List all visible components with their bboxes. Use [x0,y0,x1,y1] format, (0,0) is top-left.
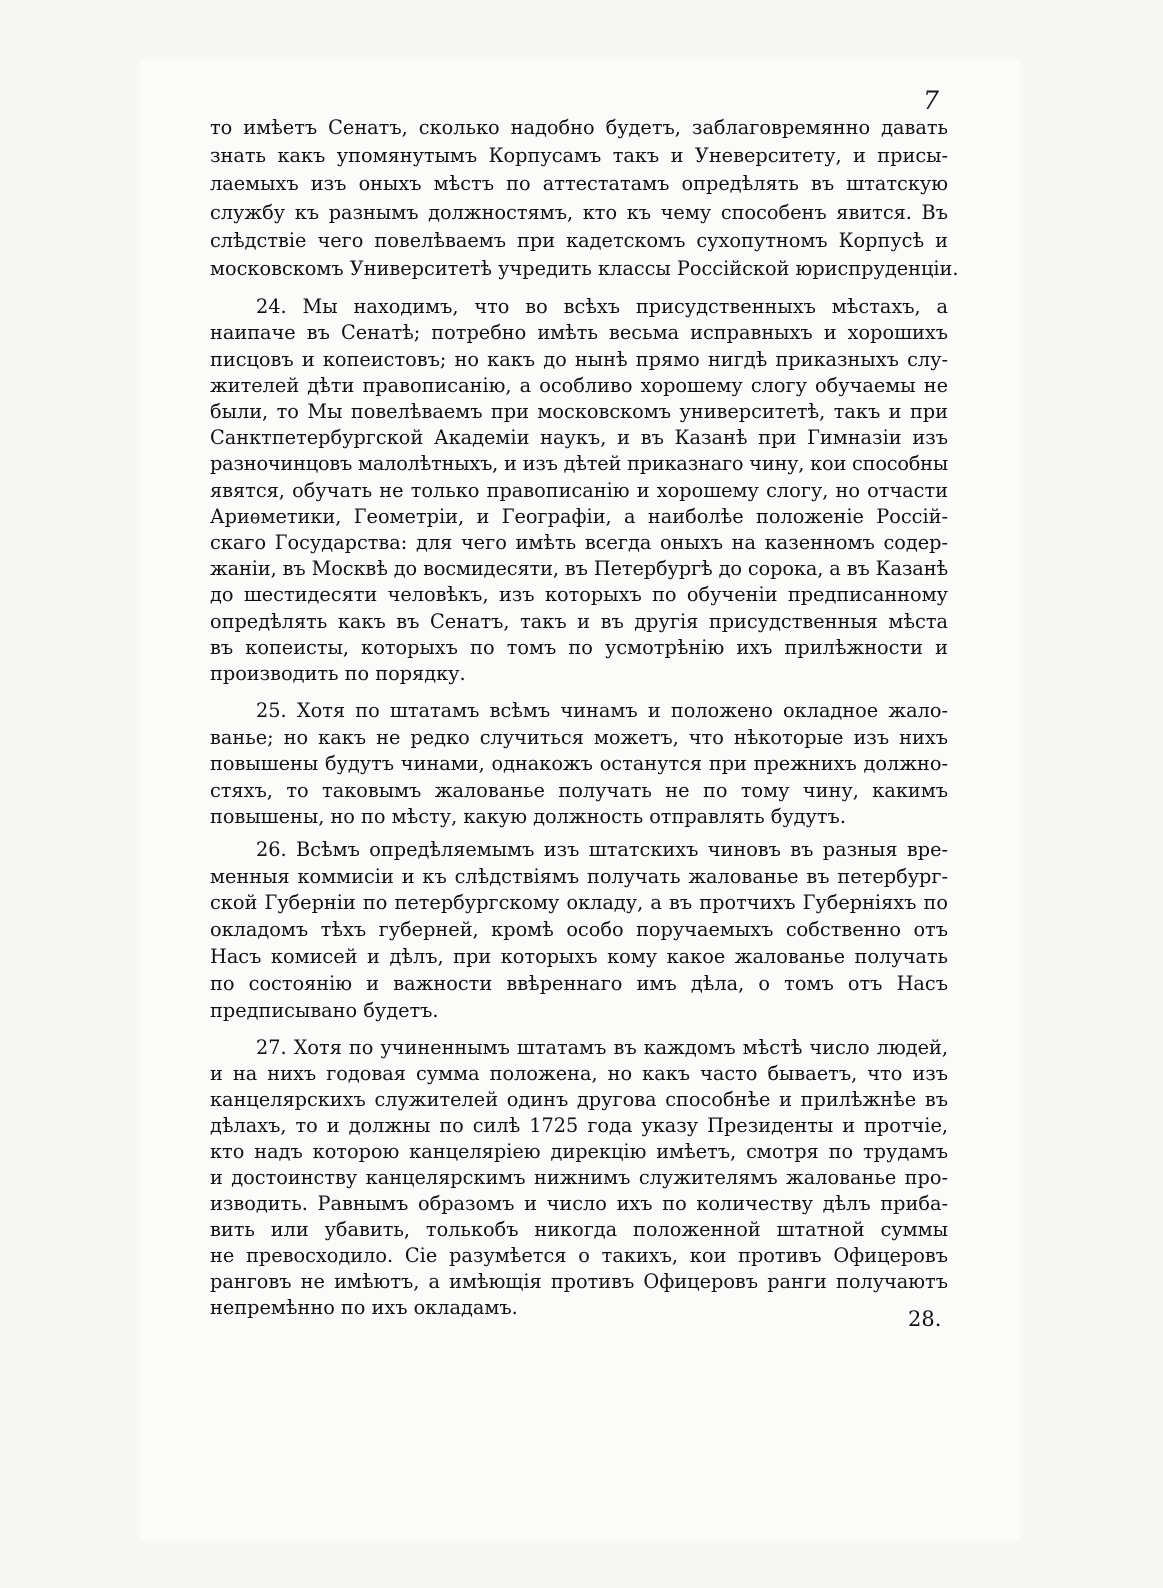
text-line: и на нихъ годовая сумма положена, но какъ часто бываетъ, что изъ [210,1062,948,1086]
text-line: ской Губерніи по петербургскому окладу, а въ протчихъ Губерніяхъ по [210,891,948,915]
text-line: писцовъ и копеистовъ; но какъ до нынѣ прямо нигдѣ приказныхъ слу- [210,347,948,371]
text-line: предписывано будетъ. [210,998,439,1022]
text-line: Ариѳметики, Геометріи, и Географіи, а наиболѣе положеніе Россій- [210,504,948,528]
text-line: окладомъ тѣхъ губерней, кромѣ особо поручаемыхъ собственно отъ [210,918,948,942]
text-line: слѣдствіе чего повелѣваемъ при кадетскомъ сухопутномъ Корпусѣ и [210,228,948,252]
text-line: Насъ комисей и дѣлъ, при которыхъ кому какое жалованье получать [210,944,948,968]
text-line: лаемыхъ изъ оныхъ мѣстъ по аттестатамъ опредѣлять въ штатскую [210,172,948,196]
text-line: 24. Мы находимъ, что во всѣхъ присудственныхъ мѣстахъ, а [256,295,948,319]
paragraph-25 [210,698,948,831]
page-number: 7 [923,86,939,115]
text-line: жителей дѣти правописанію, а особливо хорошему слогу обучаемы не [210,373,948,397]
text-line: ранговъ не имѣютъ, а имѣющія противъ Офицеровъ ранги получаютъ [210,1270,948,1294]
paragraph-27 [210,1035,948,1321]
paragraph-24 [210,294,948,687]
text-line: производить по порядку. [210,662,466,686]
text-line: по состоянію и важности ввѣреннаго имъ дѣла, о томъ отъ Насъ [210,971,948,995]
text-line: разночинцовъ малолѣтныхъ, и изъ дѣтей приказнаго чину, кои способны [210,452,948,476]
text-line: опредѣлять какъ въ Сенатъ, такъ и въ другія присудственныя мѣста [210,609,948,633]
text-line: 26. Всѣмъ опредѣляемымъ изъ штатскихъ чиновъ въ разныя вре- [256,837,948,861]
text-line: то имѣетъ Сенатъ, сколько надобно будетъ, заблаговремянно давать [210,116,948,139]
paragraph-continuation [210,114,959,283]
text-line: менныя коммисіи и къ слѣдствіямъ получать жалованье въ петербург- [210,864,948,888]
text-line: жаніи, въ Москвѣ до восмидесяти, въ Петербургѣ до сорока, а въ Казанѣ [210,557,948,581]
text-line: были, то Мы повелѣваемъ при московскомъ университетѣ, такъ и при [210,400,948,424]
text-line: ванье; но какъ не редко случиться можетъ, что нѣкоторые изъ нихъ [210,725,948,749]
text-line: изводить. Равнымъ образомъ и число ихъ по количеству дѣлъ приба- [210,1192,948,1216]
text-line: стяхъ, то таковымъ жалованье получать не по тому чину, какимъ [210,778,948,802]
text-line: Санктпетербургской Академіи наукъ, и въ Казанѣ при Гимназіи изъ [210,426,948,450]
body-text [210,114,959,1321]
text-line: московскомъ Университетѣ учредить классы Россійской юриспруденціи. [210,257,959,281]
text-line: до шестидесяти человѣкъ, изъ которыхъ по обученіи предписанному [210,583,948,607]
text-line: повышены будутъ чинами, однакожъ останутся при прежнихъ должно- [210,752,948,776]
catchword: 28. [908,1307,942,1331]
text-line: не превосходило. Сіе разумѣется о такихъ, кои противъ Офицеровъ [210,1244,948,1268]
text-line: вить или убавить, толькобъ никогда положенной штатной суммы [210,1218,948,1242]
text-line: явятся, обучать не только правописанію и хорошему слогу, но отчасти [210,478,948,502]
text-line: канцелярскихъ служителей одинъ другова способнѣе и прилѣжнѣе въ [210,1088,948,1112]
text-line: службу къ разнымъ должностямъ, кто къ чему способенъ явится. Въ [210,200,948,224]
paragraph-26 [210,837,948,1025]
text-line: 25. Хотя по штатамъ всѣмъ чинамъ и положено окладное жало- [256,699,948,723]
text-line: непремѣнно по ихъ окладамъ. [210,1296,518,1320]
text-line: и достоинству канцелярскимъ нижнимъ служителямъ жалованье про- [210,1166,948,1190]
text-line: наипаче въ Сенатѣ; потребно имѣть весьма исправныхъ и хорошихъ [210,321,948,345]
text-line: скаго Государства: для чего имѣть всегда оныхъ на казенномъ содер- [210,531,948,555]
text-line: кто надъ которою канцеляріею дирекцію имѣетъ, смотря по трудамъ [210,1140,948,1164]
text-line: знать какъ упомянутымъ Корпусамъ такъ и Уневерситету, и присы- [210,144,948,168]
text-line: повышены, но по мѣсту, какую должность отправлять будутъ. [210,805,846,829]
text-line: 27. Хотя по учиненнымъ штатамъ въ каждомъ мѣстѣ число людей, [256,1036,948,1060]
text-line: дѣлахъ, то и должны по силѣ 1725 года указу Президенты и протчіе, [210,1114,948,1138]
text-line: въ копеисты, которыхъ по томъ по усмотрѣнію ихъ прилѣжности и [210,635,948,659]
